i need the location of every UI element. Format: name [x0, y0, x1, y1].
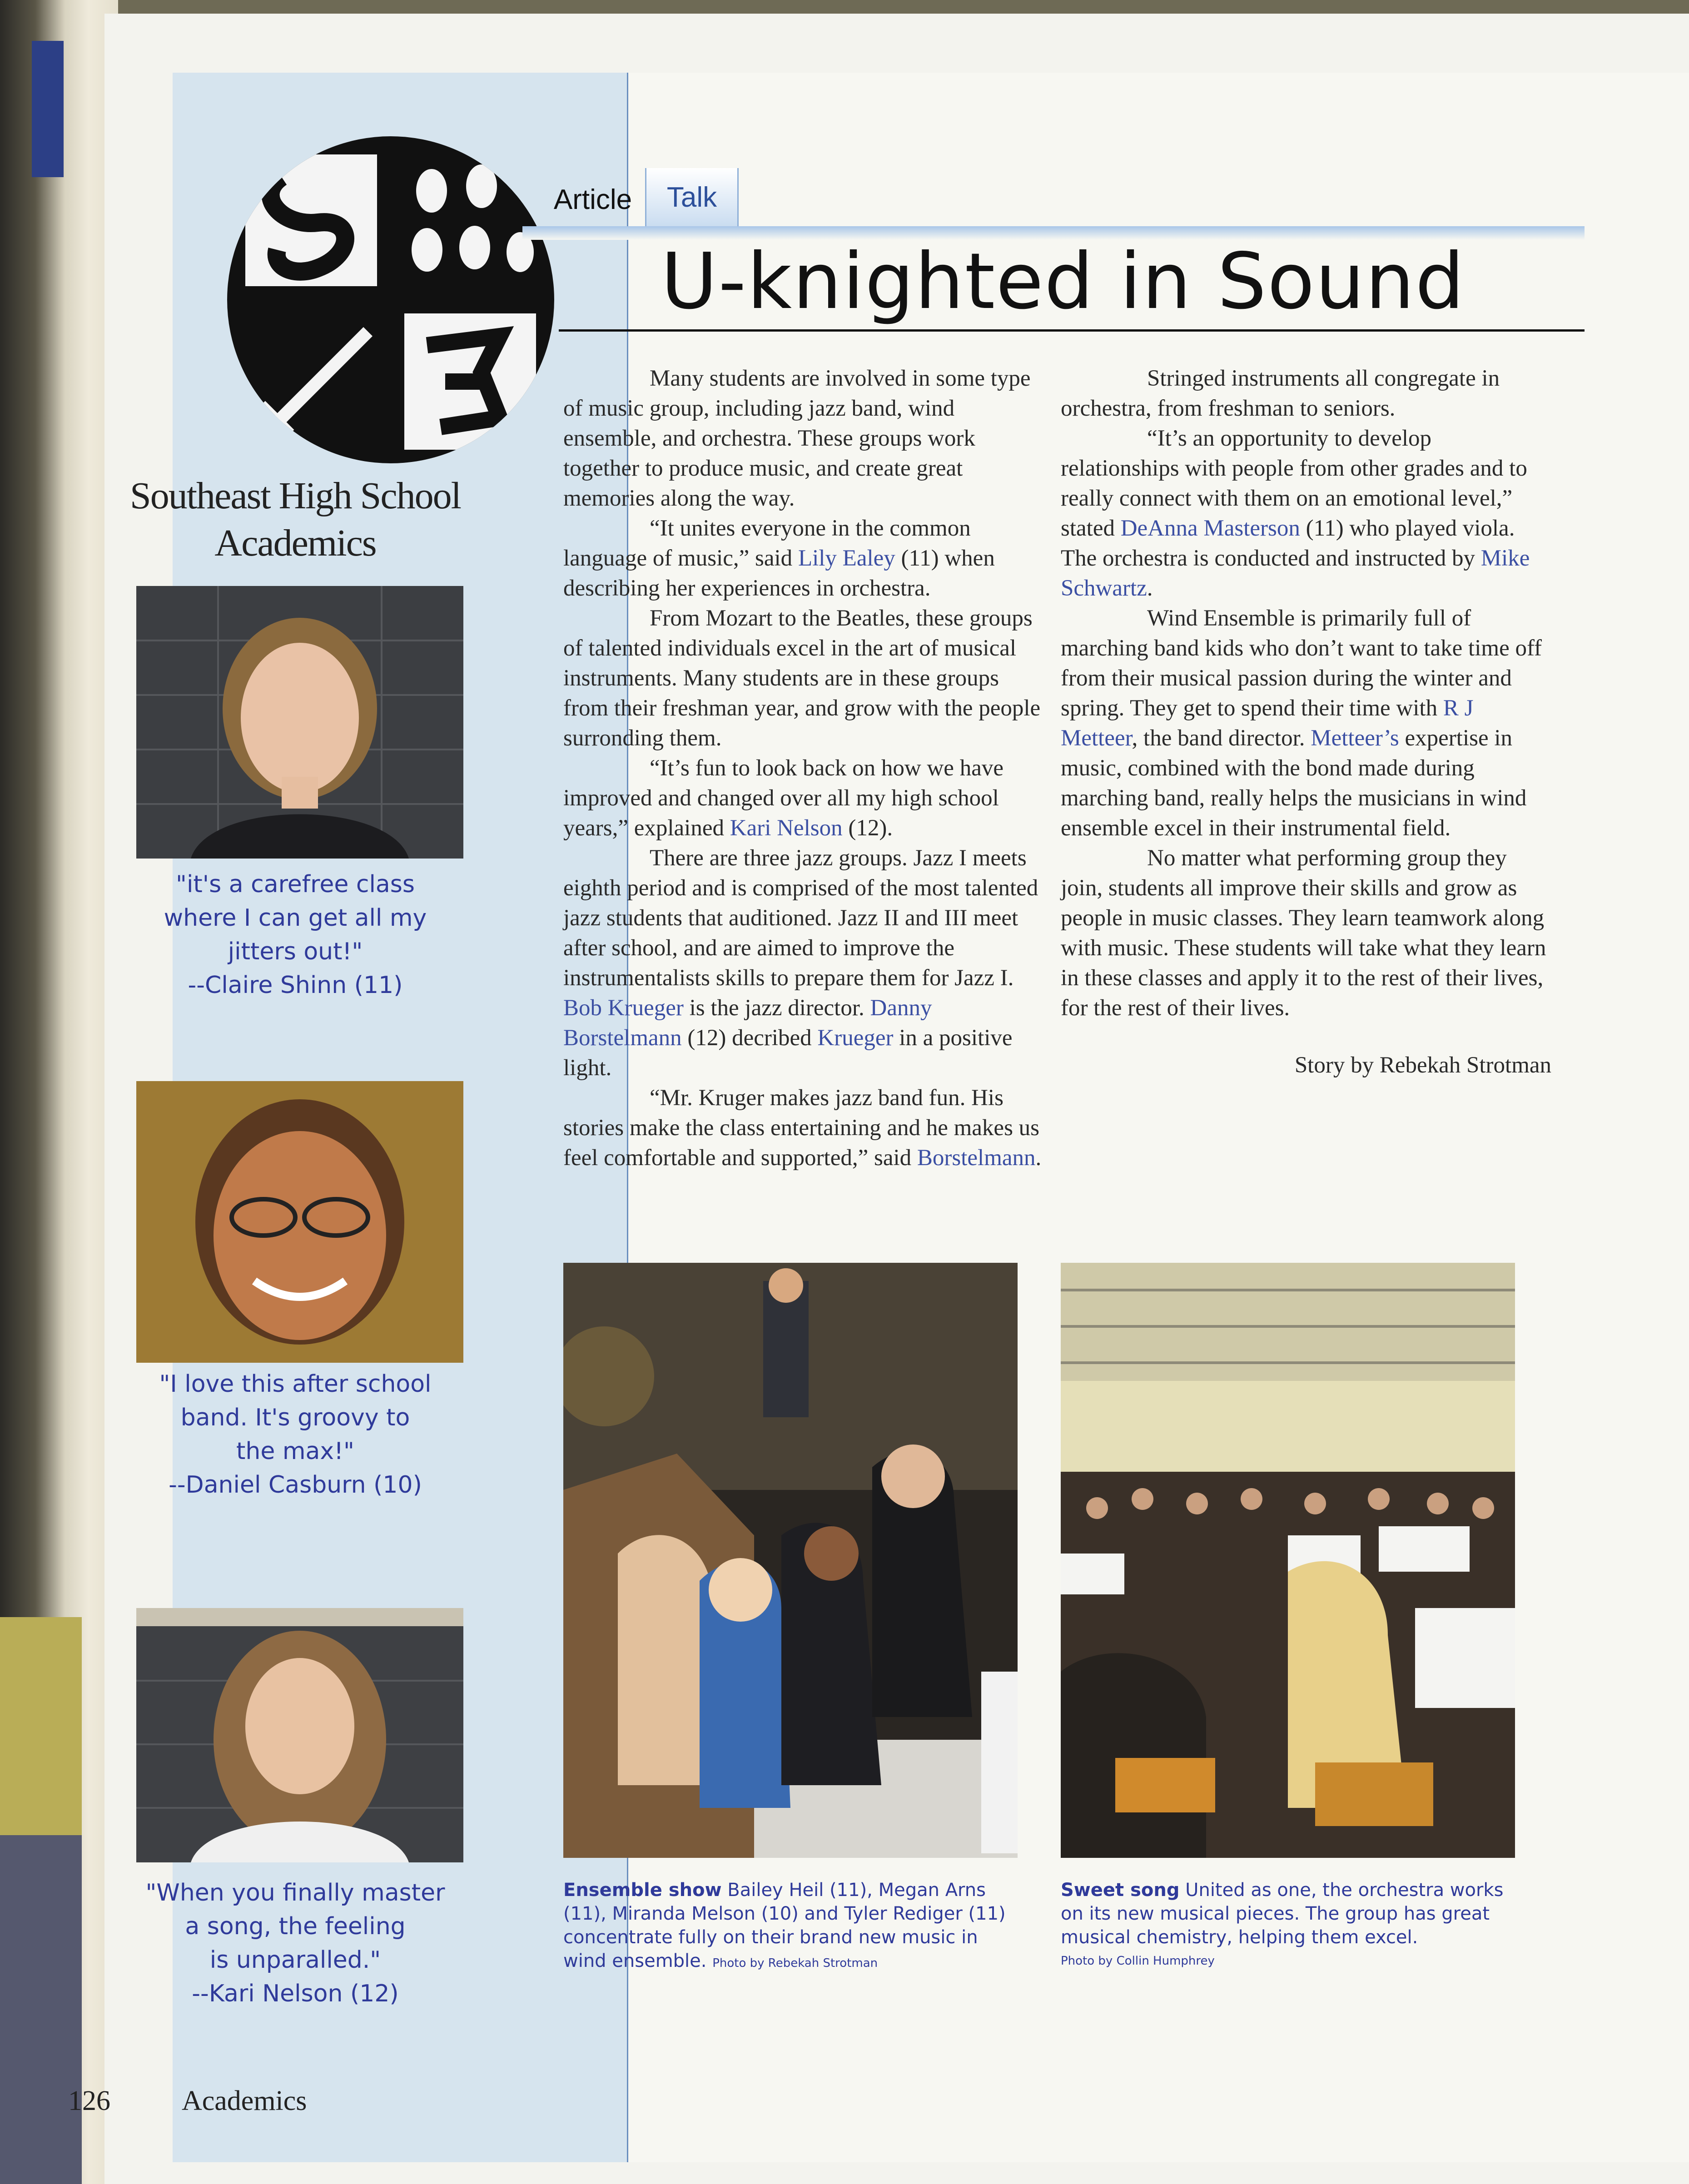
title-divider [559, 329, 1585, 332]
article-title: U-knighted in Sound [661, 237, 1465, 327]
teacher-name: Mike Schwartz [1061, 546, 1530, 601]
text-run: . [1147, 576, 1153, 601]
quote-line: "it's a carefree class [176, 871, 415, 898]
article-column-right [1061, 363, 1551, 1080]
text-run: “It unites everyone in the common language of music,” said [563, 516, 971, 571]
text-run: “It’s an opportunity to develop relationships with people from other grades and to really connect with them on an emotional level,” stated [1061, 426, 1527, 541]
crest-graphic [227, 136, 554, 463]
quote-attribution: --Daniel Casburn (10) [169, 1471, 422, 1499]
article-column-left [563, 363, 1049, 1173]
portrait-claire-shinn [136, 586, 463, 859]
text-run: is the jazz director. [683, 995, 870, 1021]
paragraph [563, 1083, 1049, 1173]
photo-wind-ensemble [563, 1263, 1018, 1858]
story-byline: Story by Rebekah Strotman [1294, 1052, 1551, 1078]
teacher-name: Krueger [817, 1025, 894, 1051]
quote-line: is unparalled." [209, 1946, 381, 1974]
quote-line: a song, the feeling [185, 1913, 406, 1940]
paragraph [563, 753, 1049, 843]
school-name-line1: Southeast High School [130, 475, 461, 517]
paragraph: Stringed instruments all congregate in orchestra, from freshman to seniors. [1061, 366, 1500, 421]
page-edge-tab-blue [32, 41, 64, 177]
quote-line: band. It's groovy to [180, 1404, 410, 1431]
student-name: DeAnna Masterson [1120, 516, 1300, 541]
text-run: “It’s fun to look back on how we have improved and changed over all my high school years,” explained [563, 755, 1003, 841]
teacher-name: Metteer’s [1311, 725, 1399, 751]
student-name: Lily Ealey [798, 546, 895, 571]
caption-text: Bailey Heil (11), Megan Arns (11), Miranda Melson (10) and Tyler Rediger (11) concentrate fully on their brand new music in wind ensemble. [563, 1880, 1006, 1971]
teacher-name: R J Metteer [1061, 695, 1474, 751]
paragraph: No matter what performing group they join, students all improve their skills and grow as people in music classes. They learn teamwork along with music. These students will take what they learn in these classes and apply it to the rest of their lives, for the rest of their lives. [1061, 845, 1546, 1021]
paragraph: From Mozart to the Beatles, these groups of talented individuals excel in the art of musical instruments. Many students are in these groups from their freshman year, and grow with the people surronding them. [563, 606, 1041, 751]
text-run: (12) decribed [681, 1025, 818, 1051]
paragraph [563, 513, 1049, 603]
book-page-edges [0, 0, 118, 2184]
photo-caption-ensemble [563, 1878, 1018, 1975]
teacher-name: Bob Krueger [563, 995, 684, 1021]
page-edge-tab-gray [0, 1835, 82, 2184]
paragraph [563, 843, 1049, 1083]
text-run: expertise in music, combined with the bond made during marching band, really helps the musicians in wind ensemble excel in their instrumental field. [1061, 725, 1527, 841]
school-name-line2: Academics [214, 522, 376, 564]
photo-credit: Photo by Rebekah Strotman [712, 1956, 878, 1970]
school-crest-logo [227, 136, 554, 463]
quote-attribution: --Claire Shinn (11) [188, 972, 403, 999]
caption-headline: Ensemble show [563, 1880, 722, 1901]
text-run: Wind Ensemble is primarily full of marching band kids who don’t want to take time off from their musical passion during the winter and spring. They get to spend their time with [1061, 606, 1542, 721]
text-run: (11) who played viola. The orchestra is conducted and instructed by [1061, 516, 1515, 571]
text-run: in a positive light. [563, 1025, 1013, 1081]
quote-daniel-casburn [82, 1367, 509, 1502]
section-name: Academics [182, 2085, 307, 2116]
tab-talk[interactable]: Talk [645, 168, 739, 227]
photo-caption-orchestra [1061, 1878, 1515, 1973]
tab-article[interactable]: Article [553, 184, 632, 215]
student-name: Danny Borstelmann [563, 995, 932, 1051]
student-name: Kari Nelson [730, 815, 843, 841]
paragraph [1061, 423, 1551, 603]
quote-line: "I love this after school [159, 1370, 432, 1398]
quote-line: the max!" [236, 1438, 354, 1465]
text-run: There are three jazz groups. Jazz I meets eighth period and is comprised of the most talented jazz students that auditioned. Jazz II and III meet after school, and are aimed to improve the instrumentalists skills to prepare them for Jazz I. [563, 845, 1038, 991]
text-run: “Mr. Kruger makes jazz band fun. His stories make the class entertaining and he makes us feel comfortable and supported,” said [563, 1085, 1040, 1171]
text-run: (12). [842, 815, 893, 841]
photo-credit: Photo by Collin Humphrey [1061, 1954, 1215, 1968]
quote-kari-nelson [82, 1876, 509, 2010]
portrait-kari-nelson [136, 1608, 463, 1862]
page-edge-tab-yellow [0, 1617, 82, 1835]
paragraph: Many students are involved in some type of music group, including jazz band, wind ensemble, and orchestra. These groups work together to produce music, and create great memories along the way. [563, 366, 1031, 511]
quote-line: jitters out!" [228, 938, 363, 965]
text-run: . [1035, 1145, 1042, 1171]
caption-text: United as one, the orchestra works on its new musical pieces. The group has great musical chemistry, helping them excel. [1061, 1880, 1504, 1948]
caption-headline: Sweet song [1061, 1880, 1180, 1901]
quote-attribution: --Kari Nelson (12) [192, 1980, 399, 2007]
paragraph [1061, 603, 1551, 843]
text-run: , the band director. [1132, 725, 1311, 751]
school-name [68, 472, 522, 567]
photo-orchestra [1061, 1263, 1515, 1858]
student-name: Borstelmann [917, 1145, 1036, 1171]
page-number: 126 [68, 2085, 110, 2116]
quote-claire-shinn [82, 868, 509, 1002]
portrait-daniel-casburn [136, 1081, 463, 1363]
quote-line: "When you finally master [145, 1879, 445, 1906]
quote-line: where I can get all my [164, 904, 427, 932]
text-run: (11) when describing her experiences in orchestra. [563, 546, 995, 601]
